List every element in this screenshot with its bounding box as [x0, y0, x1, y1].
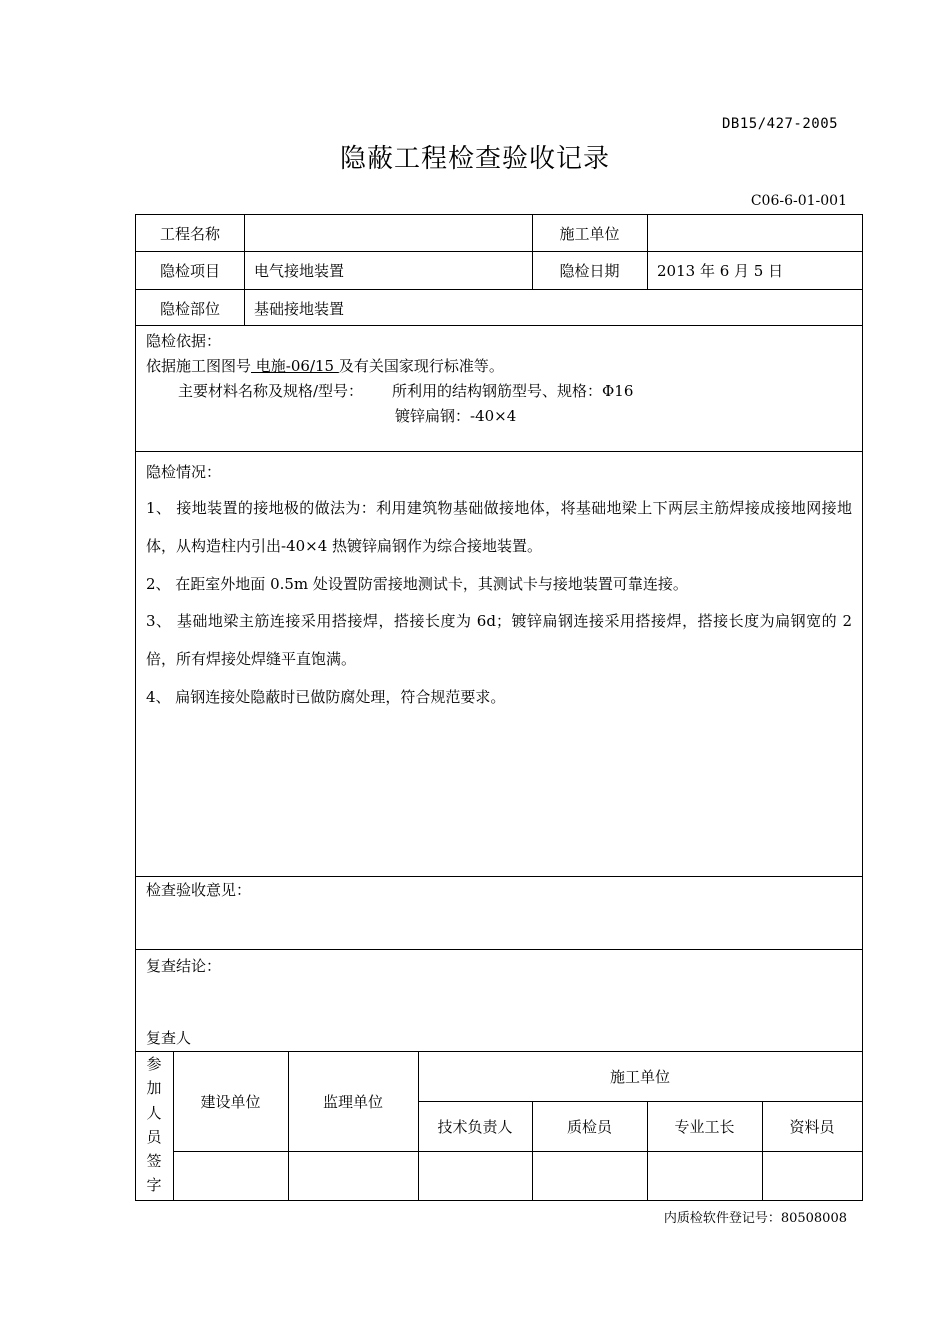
- date-label: 隐检日期: [559, 262, 620, 280]
- contractor-value: [657, 215, 857, 252]
- material-flat-steel: 镀锌扁钢：-40×4: [395, 407, 517, 425]
- basis-suffix: 及有关国家现行标准等。: [338, 357, 504, 375]
- contractor-unit-label: 施工单位: [609, 1067, 670, 1086]
- location-value: 基础接地装置: [254, 299, 345, 318]
- page-title: 隐蔽工程检查验收记录: [339, 144, 610, 174]
- situation-item-3: 3、 基础地梁主筋连接采用搭接焊，搭接长度为 6d；镀锌扁钢连接采用搭接焊，搭接长度为扁钢宽的 2 倍，所有焊接处焊缝平直饱满。: [146, 612, 852, 668]
- tech-lead-label: 技术负责人: [437, 1117, 513, 1136]
- participants-side-label: 参 加 人 员 签 字: [146, 1055, 162, 1195]
- inspection-opinion-heading: 检查验收意见：: [146, 881, 252, 899]
- date-value: 2013 年 6 月 5 日: [657, 262, 784, 280]
- registration-number: 内质检软件登记号：80508008: [663, 1211, 847, 1226]
- materials-label: 主要材料名称及规格/型号：: [178, 382, 364, 400]
- project-name-value: [254, 215, 524, 252]
- supervisor-unit-label: 监理单位: [322, 1092, 383, 1111]
- situation-item-2: 2、 在距室外地面 0.5m 处设置防雷接地测试卡，其测试卡与接地装置可靠连接。: [146, 575, 688, 593]
- contractor-label: 施工单位: [559, 225, 620, 243]
- basis-line: [146, 355, 504, 376]
- reviewer-label: 复查人: [146, 1029, 192, 1047]
- situation-item-4: 4、 扁钢连接处隐蔽时已做防腐处理，符合规范要求。: [146, 688, 506, 706]
- record-keeper-label: 资料员: [789, 1117, 835, 1136]
- situation-item-1: 1、 接地装置的接地极的做法为：利用建筑物基础做接地体，将基础地梁上下两层主筋焊接成接地网接地体，从构造柱内引出-40×4 热镀锌扁钢作为综合接地装置。: [146, 499, 852, 555]
- foreman-label: 专业工长: [674, 1117, 735, 1136]
- basis-prefix: 依据施工图图号: [146, 357, 252, 375]
- record-table: [135, 214, 863, 1201]
- owner-unit-label: 建设单位: [200, 1092, 261, 1111]
- form-code: C06-6-01-001: [750, 193, 847, 209]
- location-label: 隐检部位: [159, 299, 220, 318]
- recheck-heading: 复查结论：: [146, 957, 222, 975]
- situation-heading: 隐检情况：: [146, 463, 222, 481]
- project-name-label: 工程名称: [159, 225, 220, 243]
- item-label: 隐检项目: [159, 262, 220, 280]
- standard-number: DB15/427-2005: [722, 116, 839, 132]
- material-rebar: 所利用的结构钢筋型号、规格：Φ16: [392, 382, 634, 400]
- qc-officer-label: 质检员: [566, 1117, 612, 1136]
- basis-heading: 隐检依据：: [146, 332, 222, 350]
- item-value: 电气接地装置: [254, 262, 345, 280]
- drawing-number: 电施-06/15: [251, 357, 339, 375]
